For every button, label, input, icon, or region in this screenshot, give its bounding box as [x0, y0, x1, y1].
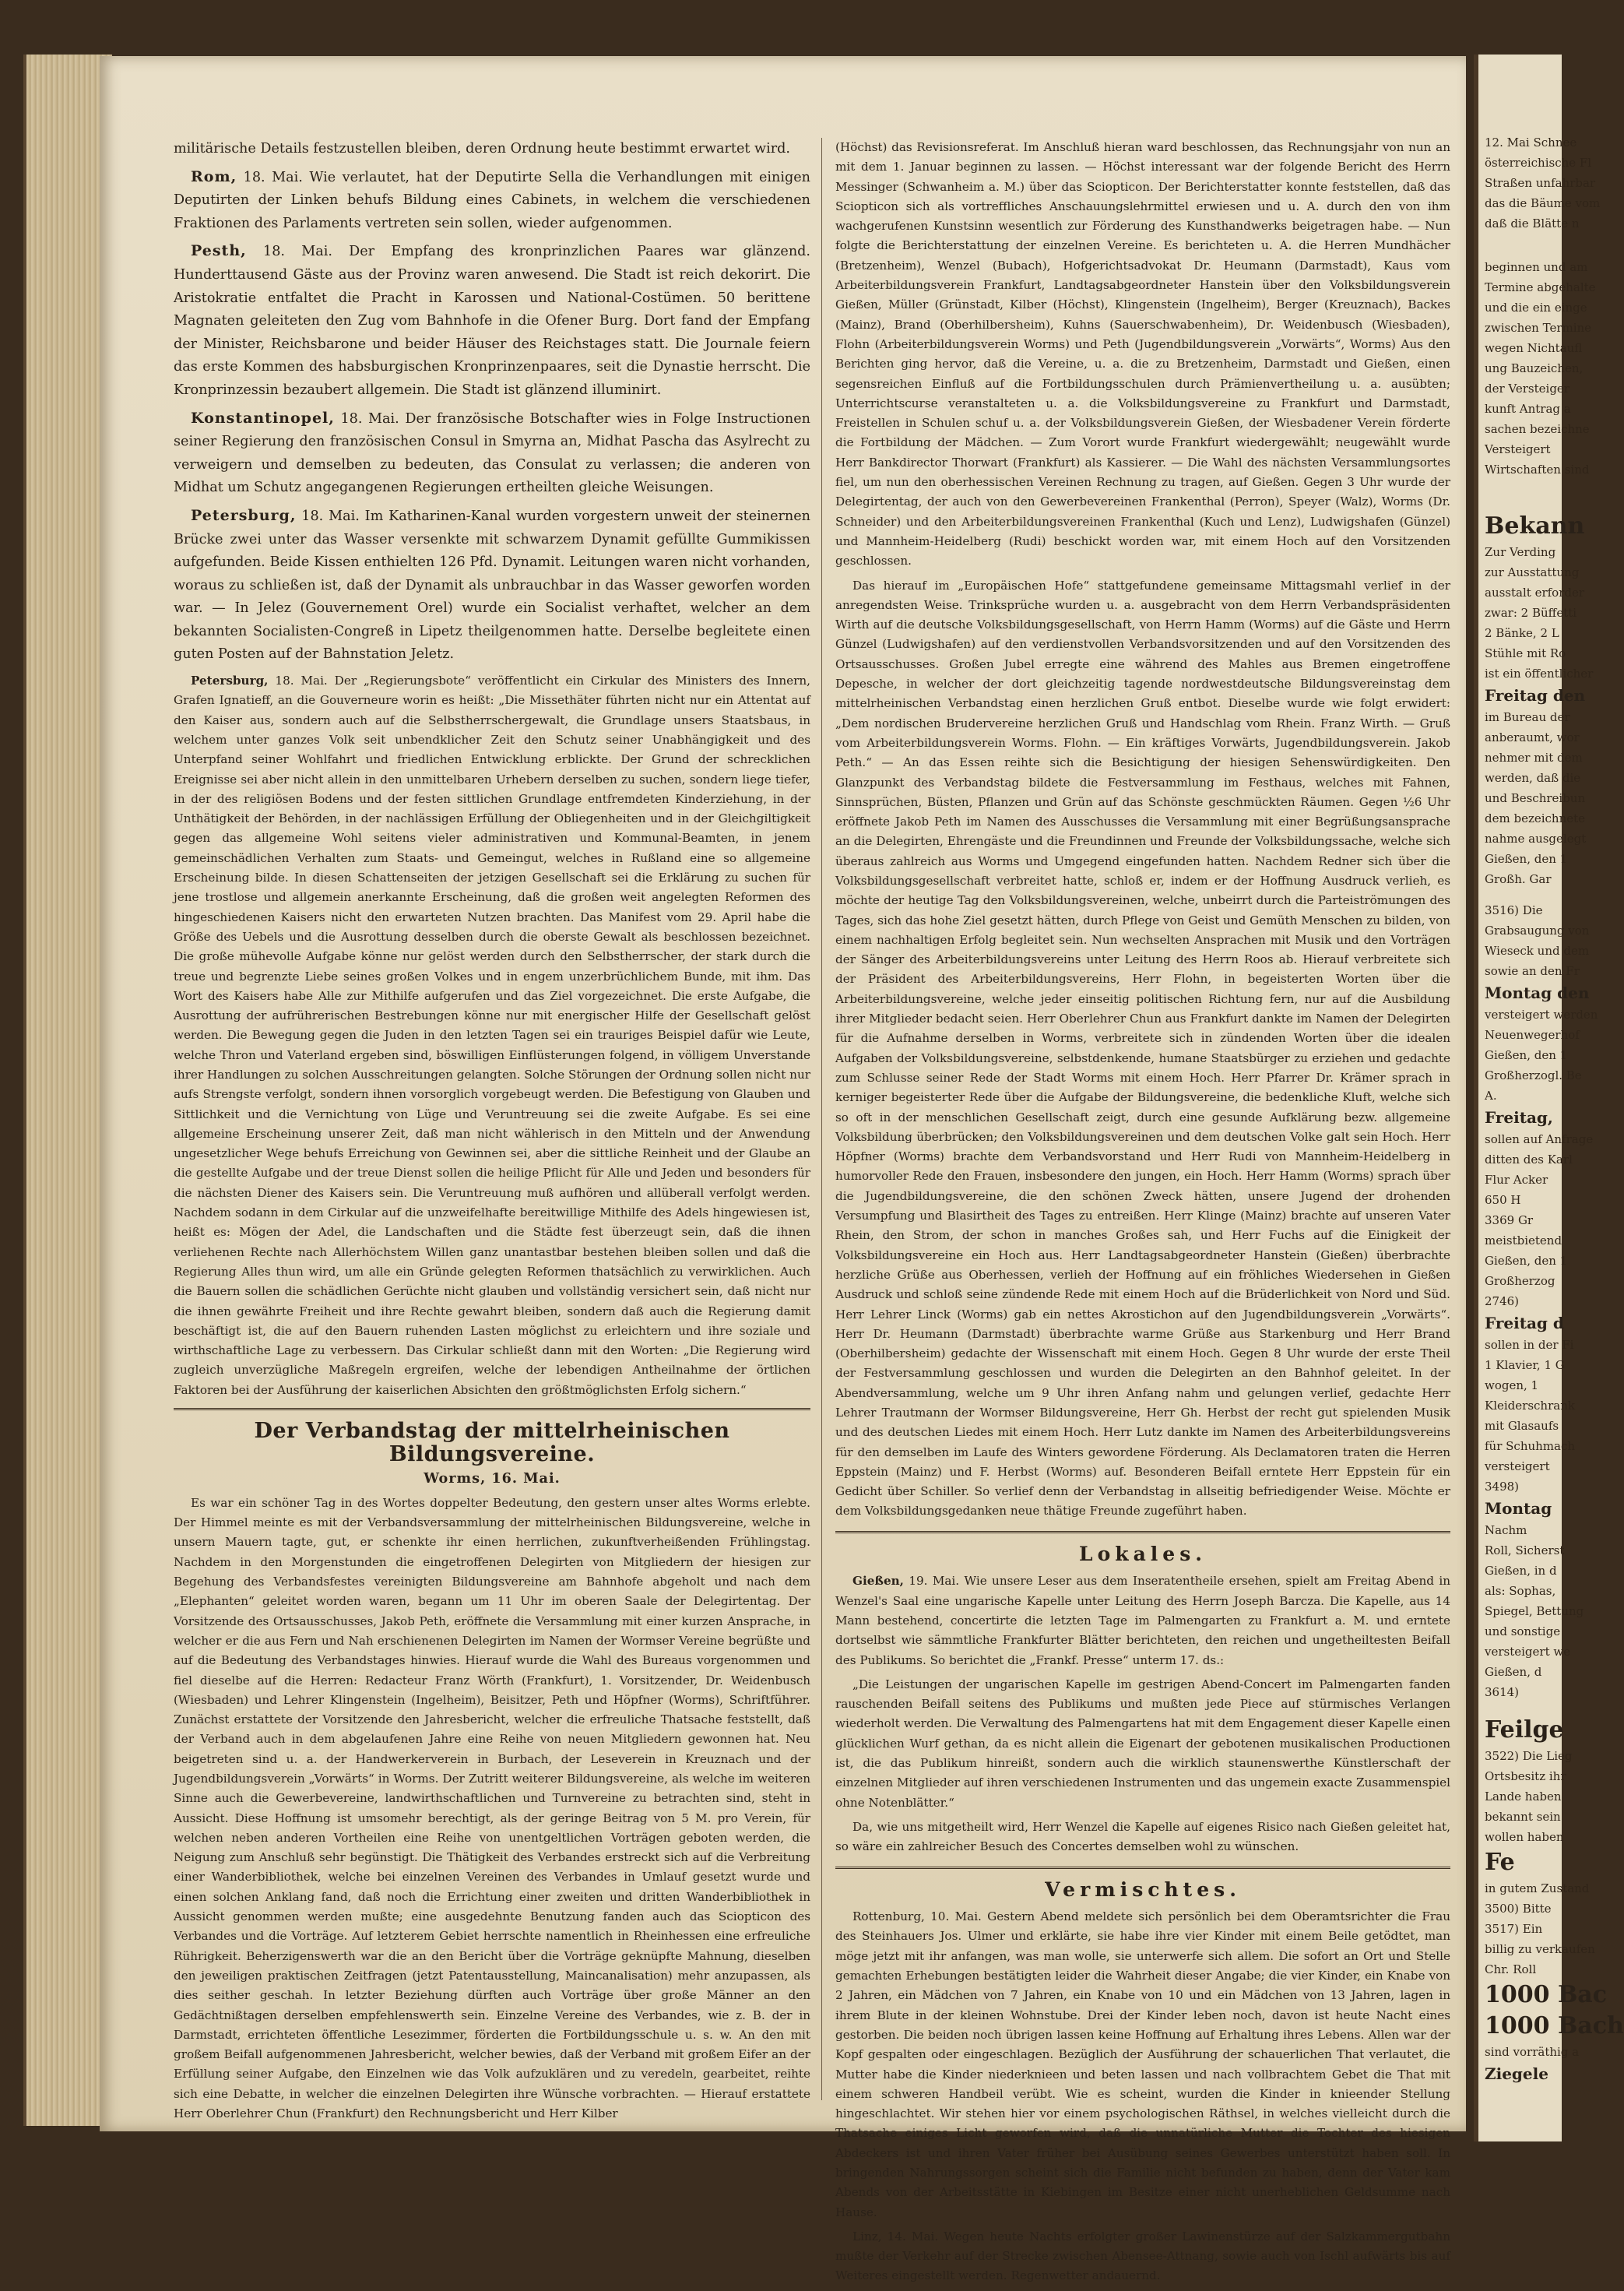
strip-line: Spiegel, Bettung	[1485, 1604, 1584, 1618]
strip-line: der Versteiger	[1485, 382, 1570, 396]
strip-line: meistbietend	[1485, 1233, 1562, 1248]
giessen-article	[835, 1571, 1450, 1670]
strip-line: Flur Acker	[1485, 1173, 1548, 1187]
strip-heading-bekannt: Bekann	[1485, 512, 1585, 540]
strip-line: 3516) Die	[1485, 903, 1543, 917]
strip-line: Großh. Gar	[1485, 872, 1552, 886]
strip-line: ausstalt erforder	[1485, 586, 1585, 600]
strip-line: wogen, 1	[1485, 1378, 1539, 1392]
strip-line: österreichische Fl	[1485, 156, 1592, 170]
strip-line: und Beschreibun	[1485, 791, 1586, 805]
strip-heading-feilge: Feilge	[1485, 1716, 1564, 1744]
strip-line: Chr. Roll	[1485, 1962, 1537, 1976]
strip-line: sind vorräthig a	[1485, 2045, 1580, 2059]
intro-paragraph: militärische Details festzustellen bleiben, deren Ordnung heute bestimmt erwartet wird.	[174, 141, 790, 157]
strip-line: ung Bauzeichen,	[1485, 361, 1584, 375]
strip-line: das die Bäume vom	[1485, 196, 1601, 210]
strip-line: Nachm	[1485, 1523, 1527, 1537]
pesth-article	[174, 240, 810, 402]
strip-heading-1000-1: 1000 Bac	[1485, 1981, 1608, 2008]
strip-line: beginnen und am	[1485, 260, 1588, 274]
giessen-dateline: Gießen,	[852, 1574, 904, 1589]
strip-line: A.	[1485, 1089, 1497, 1103]
strip-heading-freitag-3: Freitag d	[1485, 1314, 1564, 1332]
strip-line: Versteigert	[1485, 442, 1551, 456]
konstantinopel-dateline: Konstantinopel,	[191, 409, 335, 427]
strip-line: versteigert	[1485, 1459, 1550, 1473]
strip-line: bekannt sein	[1485, 1810, 1561, 1824]
strip-line: und sonstige	[1485, 1624, 1561, 1638]
vermischtes-heading: Vermischtes.	[835, 1867, 1450, 1902]
adjacent-page-strip	[1474, 55, 1624, 2141]
strip-line: im Bureau der	[1485, 710, 1570, 724]
column-divider	[821, 138, 822, 2100]
verbandstag-heading: Der Verbandstag der mittelrheinischen Bildungsvereine.	[174, 1408, 810, 1466]
strip-line: nehmer mit dem	[1485, 751, 1583, 765]
strip-line: nahme ausgelegt	[1485, 832, 1587, 846]
strip-line: daß die Blätte n	[1485, 216, 1580, 231]
worms-dateline: Worms, 16. Mai.	[424, 1470, 561, 1487]
strip-line: ditten des Karl	[1485, 1153, 1573, 1167]
konstantinopel-article	[174, 407, 810, 500]
strip-heading-1000-2: 1000 Bach	[1485, 2012, 1624, 2039]
strip-line: Grabsaugung von	[1485, 924, 1590, 938]
strip-line: 3522) Die Lieg	[1485, 1749, 1573, 1763]
strip-top-lines	[1478, 132, 1601, 234]
strip-line: Gießen, d	[1485, 1665, 1542, 1679]
strip-line: Neuenwegerhof	[1485, 1028, 1580, 1042]
strip-heading-montag-1: Montag den	[1485, 984, 1590, 1002]
strip-line: Gießen, in d	[1485, 1564, 1557, 1578]
strip-line: dem bezeichnete	[1485, 811, 1586, 825]
giessen-text: 19. Mai. Wie unsere Leser aus dem Inseratentheile ersehen, spielt am Freitag Abend in Wenzel's Saal eine ungarische Kapelle unter Leitung des Herrn Joseph Barcza. Die Kapelle, aus 14 Mann bestehend, concertirte die letzten Tage im Palmengarten zu Frankfurt a. M. und erntete dortselbst wie sämmtliche Frankfurter Blätter berichteten, den reichen und ungetheiltesten Beifall des Publikums. So berichtet die „Frankf. Presse“ unterm 17. ds.:	[835, 1574, 1451, 1667]
verbandstag-text: Es war ein schöner Tag in des Wortes doppelter Bedeutung, den gestern unser altes Worms erlebte. Der Himmel meinte es mit der Verbandsversammlung der mittelrheinischen Bildungsvereine, welche in unsern Mauern tagte, gut, er schenkte ihr einen herrlichen, zukunftverheißenden Frühlingstag. Nachdem in den Morgenstunden die eingetroffenen Delegirten von Mitgliedern der hiesigen zur Begehung des Verbandsfestes vereinigten Bildungsvereine am Bahnhofe abgeholt und nach dem „Elephanten“ geleitet worden waren, begann um 11 Uhr im oberen Saale der Delegirtentag. Der Vorsitzende des Ortsausschusses, Jakob Peth, eröffnete die Versammlung mit einer kurzen Ansprache, in welcher er die aus Fern und Nah erschienenen Delegirten im Namen der Wormser Vereine begrüßte und auf die Bedeutung des Verbandstages hinwies. Hierauf wurde die Wahl des Bureaus vorgenommen und fiel dieselbe auf die Herren: Redacteur Franz Wörth (Frankfurt), 1. Vorsitzender, Dr. Weidenbusch (Wiesbaden) und Lehrer Klingenstein (Ingelheim), Beisitzer, Peth und Höpfner (Worms), Schriftführer. Zunächst erstattete der Vorsitzende den Jahresbericht, welcher die erfreuliche Thatsache feststellt, daß der Verband auch in dem abgelaufenen Jahre eine Reihe von neuen Mitgliedern gewonnen hat. Neu beigetreten sind u. a. der Handwerkerverein in Burbach, der Leseverein in Kreuznach und der Jugendbildungsverein „Vorwärts“ in Worms. Der Zutritt weiterer Bildungsvereine, als welche im weiteren Sinne auch die Gewerbevereine, landwirthschaftlichen und Turnvereine zu betrachten sind, steht in Aussicht. Diese Hoffnung ist umsomehr berechtigt, als der geringe Beitrag von 5 M. pro Verein, für welchen neben anderen Vortheilen eine Reihe von unentgeltlichen Vorträgen geboten werden, die Neigung zum Anschluß sehr begünstigt. Die Thätigkeit des Verbandes erstreckt sich auf die Verbreitung einer Wanderbibliothek, welche bei einzelnen Vereinen des Verbandes in Umlauf gesetzt wurde und einen solchen Anklang fand, daß noch die Errichtung einer zweiten und dritten Wanderbibliothek in Aussicht genommen werden mußte; eine ausgedehnte Benutzung fanden auch das Sciopticon des Verbandes und die Vorträge. Auf letzterem Gebiet herrschte namentlich in Rheinhessen eine erfreuliche Rührigkeit. Beherzigenswerth war die an den Bericht über die Vorträge geknüpfte Mahnung, dieselben den jeweiligen praktischen Zeitfragen (jetzt Patentausstellung, Maincanalisation) mehr anzupassen, als dies seither geschah. In letzter Beziehung dürften auch Vorträge über große Männer an den Gedächtnißtagen derselben empfehlenswerth sein. Einzelne Vereine des Verbandes, wie z. B. der in Darmstadt, errichteten öffentliche Lesezimmer, förderten die Fortbildungsschule u. s. w. An den mit großem Beifall aufgenommenen Jahresbericht, welcher bewies, daß der Verband mit großem Eifer an der Erfüllung seiner Aufgabe, den Einzelnen wie das Volk aufzuklären und zu veredeln, gearbeitet, reihte sich eine Debatte, in welcher die einzelnen Delegirten ihre Wünsche vorbrachten. — Hierauf erstattete Herr Oberlehrer Chun (Frankfurt) den Rechnungsbericht und Herr Kilber	[174, 1495, 810, 2121]
strip-line: Großherzogl. Be	[1485, 1068, 1582, 1082]
strip-line: 3500) Bitte	[1485, 1902, 1552, 1916]
strip-line: 2746)	[1485, 1294, 1520, 1308]
strip-line: zwischen Termine	[1485, 321, 1592, 335]
pesth-dateline: Pesth,	[191, 242, 247, 260]
strip-line: Wirtschaften sind	[1485, 463, 1590, 477]
lokales-heading: Lokales.	[835, 1531, 1450, 1566]
strip-line: Roll, Sicherst	[1485, 1543, 1565, 1557]
strip-line: zwar: 2 Büffetti	[1485, 606, 1577, 620]
strip-line: Termine abgehalte	[1485, 280, 1596, 294]
strip-line: in gutem Zustand	[1485, 1881, 1590, 1895]
konstantinopel-text: 18. Mai. Der französische Botschafter wies in Folge Instructionen seiner Regierung den französischen Consul in Smyrna an, Midhat Pascha das Asylrecht zu verweigern und demselben zu bedeuten, das Consulat zu verlassen; die anderen von Midhat um Schutz angegangenen Regierungen ertheilten gleiche Weisungen.	[174, 410, 810, 496]
rom-dateline: Rom,	[191, 167, 237, 185]
strip-line: kunft Antrag a	[1485, 402, 1571, 416]
strip-line: wegen Nichtaufl	[1485, 341, 1583, 355]
strip-line: Gießen, den 1	[1485, 852, 1568, 866]
strip-heading-fe: Fe	[1485, 1849, 1515, 1876]
strip-heading-montag-2: Montag	[1485, 1499, 1552, 1518]
strip-line: anberaumt, wor	[1485, 730, 1580, 744]
strip-line: Gießen, den 1	[1485, 1048, 1568, 1062]
pesth-text: 18. Mai. Der Empfang des kronprinzlichen Paares war glänzend. Hunderttausend Gäste aus der Provinz waren anwesend. Die Stadt ist reich dekorirt. Die Aristokratie entfaltet die Pracht in Karossen und National-Costümen. 50 berittene Magnaten geleiteten den Zug vom Bahnhofe in die Ofener Burg. Dort fand der Empfang der Minister, Reichsbarone und beider Häuser des Reichstages statt. Die Journale feiern das erste Kommen des habsburgischen Kronprinzenpaares, seit die Dynastie herrscht. Die Kronprinzessin bezaubert allgemein. Die Stadt ist glänzend illuminirt.	[174, 244, 811, 398]
strip-line: werden, daß die	[1485, 771, 1581, 785]
strip-line: versteigert we	[1485, 1645, 1571, 1659]
petersburg-article-2	[174, 671, 810, 1400]
strip-line: 3517) Ein	[1485, 1922, 1543, 1936]
strip-line: 3614)	[1485, 1685, 1520, 1699]
strip-line: mit Glasaufs	[1485, 1419, 1559, 1433]
strip-line: ist ein öffentlicher	[1485, 667, 1594, 681]
strip-line: Straßen unfahrbar	[1485, 176, 1596, 190]
strip-line: Wieseck und dem	[1485, 944, 1590, 958]
strip-line: sollen in der Fi	[1485, 1338, 1574, 1352]
strip-line: sachen bezeichne	[1485, 422, 1590, 436]
verbandstag-continuation: (Höchst) das Revisionsreferat. Im Anschluß hieran ward beschlossen, das Rechnungsjahr von nun an mit dem 1. Januar beginnen zu lassen. — Höchst interessant war der folgende Bericht des Herrn Messinger (Schwanheim a. M.) über das Sciopticon. Der Berichterstatter konnte feststellen, daß das Sciopticon sich als vortreffliches Anschauungslehrmittel erwiesen und u. A. durch den von ihm wachgerufenen Kunstsinn wesentlich zur Förderung des Kunsthandwerks beigetragen habe. — Nun folgte die Berichterstattung der einzelnen Vereine. Es berichteten u. A. die Herren Mundhächer (Bretzenheim), Wenzel (Bubach), Hofgerichtsadvokat Dr. Heumann (Darmstadt), Kaus vom Arbeiterbildungsverein Frankfurt, Landtagsabgeordneter Hanstein über den Volksbildungsverein Gießen, Müller (Grünstadt, Kilber (Höchst), Klingenstein (Ingelheim), Berger (Kreuznach), Backes (Mainz), Brand (Oberhilbersheim), Kuhns (Sauerschwabenheim), Dr. Weidenbusch (Wiesbaden), Flohn (Arbeiterbildungsverein Worms) und Peth (Jugendbildungsverein „Vorwärts“, Worms) Aus den Berichten ging hervor, daß die Vereine, u. a. die zu Bretzenheim, Darmstadt und Gießen, einen segensreichen Einfluß auf die Fortbildungsschulen durch Prämienvertheilung u. a. ausübten; Unterrichtscurse veranstalteten u. a. die Volksbildungsvereine zu Frankfurt und Darmstadt, Freistellen in Schulen schuf u. a. der Volksbildungsverein Gießen, der Wiesbadener Verein förderte die Fortbildung der Mädchen. — Zum Vorort wurde Frankfurt wiedergewählt; neugewählt wurde Herr Bankdirector Thorwart (Frankfurt) als Kassierer. — Die Wahl des nächsten Versammlungsortes fiel, um nun den oberhessischen Vereinen Rechnung zu tragen, auf Gießen. Gegen 3 Uhr wurde der Delegirtentag, der auch von den Gewerbevereinen Frankenthal (Perron), Speyer (Walz), Worms (Dr. Schneider) und den Arbeiterbildungsvereinen Frankenthal (Kuch und Lenz), Ludwigshafen (Günzel) und Mannheim-Heidelberg (Rudi) beschickt worden war, mit einem Hoch auf den Vorsitzenden geschlossen.	[835, 140, 1450, 568]
strip-line: wollen haben	[1485, 1830, 1564, 1844]
strip-line: Kleiderschrank	[1485, 1399, 1575, 1413]
strip-line: Großherzog	[1485, 1274, 1555, 1288]
rom-article	[174, 166, 810, 236]
newspaper-page	[100, 56, 1466, 2283]
strip-line: Gießen, den 1	[1485, 1254, 1568, 1268]
book-page-edges	[23, 55, 112, 2126]
strip-line: sowie an den Fr	[1485, 964, 1580, 978]
strip-line: Lande haben	[1485, 1790, 1562, 1804]
strip-line: 12. Mai Schnee	[1485, 135, 1577, 150]
rottenburg-article: Rottenburg, 10. Mai. Gestern Abend meldete sich persönlich bei dem Oberamtsrichter die Frau des Steinhauers Jos. Ulmer und erklärte, sie habe ihre vier Kinder mit einem Beile getödtet, man möge jetzt mit ihr anfangen, was man wolle, sie unterwerfe sich allem. Die sofort an Ort und Stelle gemachten Erhebungen bestätigten leider die Wahrheit dieser Angabe; die vier Kinder, ein Knabe von 2 Jahren, ein Mädchen von 7 Jahren, ein Knabe von 10 und ein Mädchen von 13 Jahren, lagen in ihrem Blute in der kleinen Wohnstube. Drei der Kinder leben noch, davon ist heute Nacht eines gestorben. Die beiden noch übrigen lassen keine Hoffnung auf Erhaltung ihres Lebens. Allen war der Kopf gespalten oder eingeschlagen. Bezüglich der Ausführung der schauerlichen That verlautet, die Mutter habe die Kinder niederknieen und beten lassen und nach vollbrachtem Gebet die That mit einem schweren Handbeil verübt. Wie es scheint, wurden die Kinder in knieender Stellung hingeschlachtet. Wir stehen hier vor einem psychologischen Räthsel, in welches vielleicht durch die Thatsache einiges Licht geworfen wird, daß die unnatürliche Mutter die Tochter des hiesigen Abdeckers ist und ihren Vater früher bei Ausübung seines Gewerbes unterstützt haben soll. In bringenden Nahrungssorgen scheint sich die Familie nicht befunden zu haben, denn der Vater kam Abends von der Arbeitsstätte in Kiebingen im Besitze einer nicht unerheblichen Geldsumme nach Hause.	[835, 1909, 1450, 2219]
strip-line: billig zu verkaufen	[1485, 1942, 1595, 1956]
strip-line: sollen auf Anfrage	[1485, 1132, 1594, 1146]
petersburg-article-1	[174, 505, 810, 667]
strip-line: Ortsbesitz ihr	[1485, 1769, 1566, 1783]
strip-line: Zur Verding	[1485, 545, 1556, 559]
giessen-close: Da, wie uns mitgetheilt wird, Herr Wenzel die Kapelle auf eigenes Risico nach Gießen geleitet hat, so wäre ein zahlreicher Besuch des Concertes demselben wohl zu wünschen.	[835, 1819, 1450, 1854]
strip-line: 3498)	[1485, 1480, 1520, 1494]
strip-line: zur Ausstattung	[1485, 565, 1580, 579]
verbandstag-continuation-2: Das hierauf im „Europäischen Hofe“ stattgefundene gemeinsame Mittagsmahl verlief in der anregendsten Weise. Trinksprüche wurden u. a. ausgebracht von dem Herrn Verbandspräsidenten Wirth auf die deutsche Volksbildungsgesellschaft, von Herrn Hamm (Worms) auf die Gäste und Herrn Günzel (Ludwigshafen) auf den verdienstvollen Verbandsvorsitzenden und auf den Vorsitzenden des Ortsausschusses. Großen Jubel erregte eine während des Mahles aus Bremen eingetroffene Depesche, in welcher der dort gleichzeitig tagende nordwestdeutsche Bildungsvereinstag dem mittelrheinischen Verbandstag einen herzlichen Gruß entbot. Dieselbe wurde wie folgt erwidert: „Dem nordischen Brudervereine herzlichen Gruß und Handschlag vom Rhein. Franz Wirth. — Gruß vom Arbeiterbildungsverein Worms. Flohn. — Ein kräftiges Vorwärts, Jugendbildungsverein. Jakob Peth.“ — An das Essen reihte sich die Besichtigung der hiesigen Sehenswürdigkeiten. Den Glanzpunkt des Verbandstag bildete die Festversammlung im Festhaus, welches mit Fahnen, Sinnsprüchen, Büsten, Pflanzen und Grün auf das Schönste geschmückten Räumen. Gegen ½6 Uhr eröffnete Jakob Peth im Namen des Ausschusses die Versammlung mit einer Begrüßungsansprache an die Delegirten, Ehrengäste und die Freundinnen und Freunde der Volksbildungssache, welche sich überaus zahlreich aus Worms und Umgegend eingefunden hatten. Nachdem Redner sich über die Volksbildungsgesellschaft verbreitet hatte, schloß er, indem er der Hoffnung Ausdruck verlieh, es möchte der heutige Tag den Volksbildungsvereinen, welche, unbeirrt durch die Parteiströmungen des Tages, sich das hohe Ziel gesetzt hätten, durch Pflege von Geist und Gemüth Menschen zu bilden, von einem nachhaltigen Erfolg begleitet sein. Nun wechselten Ansprachen mit Musik und den Vorträgen der Sänger des Arbeiterbildungsvereins unter Leitung des Herrn Roos ab. Hierauf verbreitete sich der Präsident des Arbeiterbildungsvereins, Herr Flohn, in begeisterten Worten über die Arbeiterbildungsvereine, welche jeder einseitig politischen Richtung fern, nur auf die Ausbildung ihrer Mitglieder bedacht seien. Herr Oberlehrer Chun aus Frankfurt dankte im Namen der Delegirten für die Aufnahme derselben in Worms, verbreitete sich in zündenden Worten über die idealen Aufgaben der Volksbildungsvereine, selbstdenkende, humane Staatsbürger zu erziehen und gedachte zum Schlusse seiner Rede der Stadt Worms mit einem Hoch. Herr Pfarrer Dr. Krämer sprach in kerniger begeisterter Rede über die Aufgabe der Bildungsvereine, die bedenkliche Kluft, welche sich so oft in der menschlichen Gesellschaft zeigt, durch eine gesunde Aufklärung bezw. allgemeine Volksbildung überbrücken; den Volksbildungsvereinen und dem deutschen Volke galt sein Hoch. Herr Höpfner (Worms) brachte dem Verbandsvorstand und Herr Rudi von Mannheim-Heidelberg in humorvoller Rede den Frauen, insbesondere den jungen, ein Hoch. Herr Hamm (Worms) sprach über die Jugendbildungsvereine, die den schönen Zweck hätten, unsere Jugend der drohenden Versumpfung und Blasirtheit des Tages zu entreißen. Herr Klinge (Mainz) brachte auf unseren Vater Rhein, den Strom, der schon in manches Großes sah, und Herr Fuchs auf die Einigkeit der Volksbildungsvereine ein Hoch aus. Herr Landtagsabgeordneter Hanstein (Gießen) überbrachte herzliche Grüße aus Oberhessen, verlieh der Hoffnung auf ein fröhliches Wiedersehen in Gießen Ausdruck und schloß seine zündende Rede mit einem Hoch auf die Brüderlichkeit von Nord und Süd. Herr Lehrer Linck (Worms) gab ein nettes Akrostichon auf den Jugendbildungsverein „Vorwärts“. Herr Dr. Heumann (Darmstadt) überbrachte warme Grüße aus Starkenburg und Herr Brand (Oberhilbersheim) gedachte der Wissenschaft mit einem Hoch. Gegen 8 Uhr wurde der erste Theil der Festversammlung geschlossen und wurden die Delegirten an den Bahnhof geleitet. In der Abendversammlung, welche um 9 Uhr ihren Anfang nahm und gelungen verlief, gedachte Herr Lehrer Trautmann der Wormser Bildungsvereine, Herr Gh. Herbst der recht gut spielenden Musik und des deutschen Liedes mit einem Hoch. Herr Lutz dankte im Namen des Arbeiterbildungsvereins für den demselben im Laufe des Winters gewordene Förderung. Als Declamatoren traten die Herren Eppstein (Mainz) und F. Herbst (Worms) auf. Besonderen Beifall erntete Herr Eppstein für ein Gedicht über Schiller. So verlief denn der Verbandstag in allseitig befriedigender Weise. Möchte er dem Volksbildungsgedanken neue thätige Freunde zugeführt haben.	[835, 578, 1450, 1519]
left-column	[174, 138, 810, 2128]
strip-line: als: Sophas,	[1485, 1584, 1556, 1598]
petersburg-dateline-1: Petersburg,	[191, 506, 297, 524]
linz-article: Linz, 14. Mai. Wegen heute Nachts erfolgter großer Lawinenstürze auf der Salzkammergutbahn mußte der Verkehr auf der Strecke zwischen Abensee-Attnang, sowie auch von Ischl aufwärts bis auf Weiteres eingestellt werden. Regenwetter andauernd.	[835, 2229, 1450, 2283]
petersburg-dateline-2: Petersburg,	[191, 674, 269, 688]
giessen-quote: „Die Leistungen der ungarischen Kapelle im gestrigen Abend-Concert im Palmengarten fanden rauschenden Beifall seitens des Publikums und mußten jede Piece auf stürmisches Verlangen wiederholt werden. Die Verwaltung des Palmengartens hat mit dem Engagement dieser Kapelle einen glücklichen Wurf gethan, da es nicht allein die Eigenart der gebotenen musikalischen Productionen ist, die das Publikum hinreißt, sondern auch die wirklich staunenswerthe Künstlerschaft der einzelnen Mitglieder auf ihren verschiedenen Instrumenten und das ungemein exacte Zusammenspiel ohne Notenblätter.“	[835, 1677, 1450, 1810]
petersburg-text-1: 18. Mai. Im Katharinen-Kanal wurden vorgestern unweit der steinernen Brücke zwei unter das Wasser versenkte mit schwarzem Dynamit gefüllte Gummikissen aufgefunden. Beide Kissen enthielten 126 Pfd. Dynamit. Leitungen waren nicht vorhanden, woraus zu schließen ist, daß der Dynamit als unbrauchbar in das Wasser geworfen worden war. — In Jelez (Gouvernement Orel) wurde ein Socialist verhaftet, welcher an dem bekannten Socialisten-Congreß in Lipetz theilgenommen hatte. Derselbe begleitete einen guten Posten auf der Bahnstation Jeletz.	[174, 508, 810, 663]
petersburg-text-2: 18. Mai. Der „Regierungsbote“ veröffentlicht ein Cirkular des Ministers des Innern, Grafen Ignatieff, an die Gouverneure worin es heißt: „Die Missethäter führten nicht nur ein Attentat auf den Kaiser aus, sondern auch auf die Selbstherrschergewalt, die Grundlage unsers Staatsbaus, in welchem unter ganzes Volk seit unbendklicher Zeit den Schutz seiner Unabhängigkeit und des Unterpfand seiner Wohlfahrt und friedlichen Entwicklung erblickte. Der Grund der schrecklichen Ereignisse sei aber nicht allein in den unmittelbaren Urhebern derselben zu suchen, sondern liege tiefer, in der des religiösen Bodens und der festen sittlichen Grundlage entfremdeten Kinderziehung, in der Unthätigkeit der Behörden, in der nachlässigen Erfüllung der Obliegenheiten und in der Gleichgiltigkeit gegen das allgemeine Wohl seitens vieler administrativen und Kommunal-Beamten, in jenem gemeinschädlichen Verhalten zum Staats- und Gemeingut, welches in Rußland eine so allgemeine Erscheinung bilde. In diesen Schattenseiten der jetzigen Gesellschaft sei die Erklärung zu suchen für jene trostlose und allgemein anerkannte Erscheinung, daß die großen weit angelegten Reformen des hingeschiedenen Kaisers nicht den erwarteten Nutzen brachten. Das Manifest vom 29. April habe die Größe des Uebels und die Ausrottung desselben durch die oberste Gewalt als beschlossen bezeichnet. Die große mühevolle Aufgabe könne nur gelöst werden durch den Selbstherrscher, der stark durch die treue und begrenzte Liebe seines großen Volkes und in engem unzerbrüchlichem Bunde, mit ihm. Das Wort des Kaisers habe Alle zur Mithilfe aufgerufen und das Ziel vorgezeichnet. Die erste Aufgabe, die Ausrottung der aufrührerischen Bestrebungen könne nur mit energischer Hilfe der Gesellschaft gelöst werden. Die Bewegung gegen die Juden in den letzten Tagen sei ein trauriges Beispiel dafür wie Leute, welche Thron und Vaterland ergeben sind, böswilligen Einflüsterungen folgend, in völligem Unverstande ihrer Handlungen zu solchen Ausschreitungen gelangten. Solche Störungen der Ordnung sollen nicht nur aufs Strengste verfolgt, sondern ihnen vorsorglich vorgebeugt werden. Die Befestigung von Glauben und Sittlichkeit und die Vernichtung von Lüge und Veruntreuung sei die zweite Aufgabe. Es sei eine allgemeine Erscheinung unserer Zeit, daß man nicht wählerisch in den Mitteln und der Anwendung ungesetzlicher Wege behufs Erreichung von Gewinnen sei, aber die sittliche Reinheit und der Glaube an die gestellte Aufgabe und der treue Dienst sollen die heilige Pflicht für Alle und Jeden und besonders für die nächsten Diener des Kaisers sein. Die Veruntreuung muß aufhören und allüberall verfolgt werden. Nachdem sodann in dem Cirkular auf die unzweifelhafte bereitwillige Mithilfe des Adels hingewiesen ist, heißt es: Mögen der Adel, die Landschaften und die Städte fest überzeugt sein, daß die ihnen verliehenen Rechte nach Allerhöchstem Willen ganz unantastbar bestehen bleiben sollen und daß die Regierung Alles thun wird, um alle ein Gründe gelegten Reformen thatsächlich zu verwirklichen. Auch die Bauern sollen die schädlichen Gerüchte nicht glauben und vollständig versichert sein, daß nicht nur die ihnen gewährte Freiheit und ihre Rechte gewahrt bleiben, sondern daß auch die Regierung damit beschäftigt ist, die auf den Bauern ruhenden Lasten möglichst zu erleichtern und ihre soziale und wirthschaftliche Lage zu verbessern. Das Cirkular schließt dann mit den Worten: „Die Regierung wird zugleich unverzügliche Maßregeln ergreifen, welche der lebendigen Antheilnahme der örtlichen Faktoren bei der Ausführung der kaiserlichen Absichten den größtmöglichsten Erfolg sichern.“	[174, 674, 810, 1397]
strip-heading-freitag-1: Freitag den	[1485, 686, 1586, 705]
right-column	[835, 138, 1450, 2291]
strip-line: Stühle mit Ro	[1485, 646, 1566, 660]
strip-mid-lines	[1478, 257, 1596, 480]
strip-heading-freitag-2: Freitag,	[1485, 1108, 1553, 1127]
strip-heading-ziegele: Ziegele	[1485, 2064, 1548, 2083]
strip-line: 650 H	[1485, 1193, 1521, 1207]
strip-line: und die ein einge	[1485, 301, 1587, 315]
strip-line: 2 Bänke, 2 L	[1485, 626, 1559, 640]
strip-line: 1 Klavier, 1 G	[1485, 1358, 1565, 1372]
rom-text: 18. Mai. Wie verlautet, hat der Deputirte Sella die Verhandlungen mit einigen Deputirten der Linken behufs Bildung eines Cabinets, in welchem die verschiedenen Fraktionen des Parlaments vertreten sein sollen, wieder aufgenommen.	[174, 169, 811, 231]
strip-line: für Schuhmach	[1485, 1439, 1576, 1453]
strip-line: versteigert werden	[1485, 1008, 1598, 1022]
strip-line: 3369 Gr	[1485, 1213, 1534, 1227]
